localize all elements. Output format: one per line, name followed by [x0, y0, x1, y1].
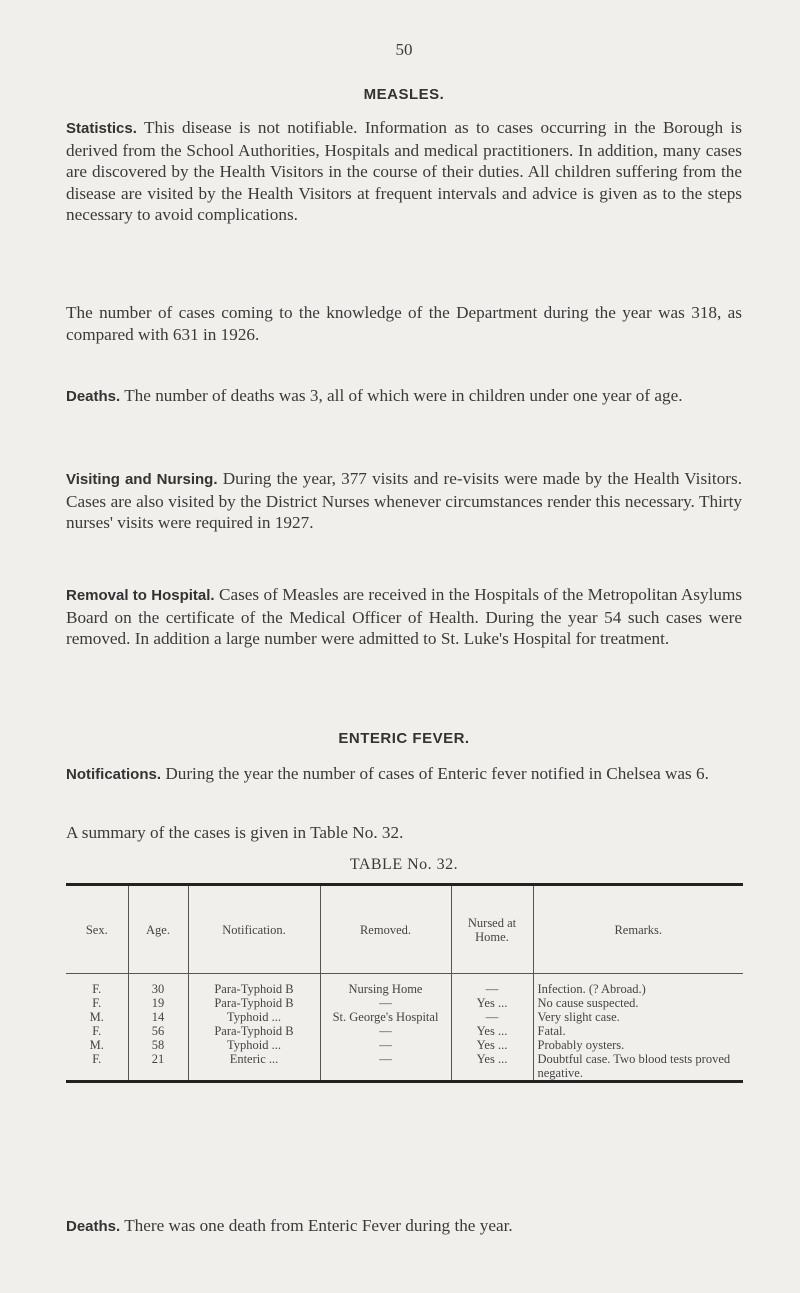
header-nursed-at-home: Nursed at Home.: [451, 885, 533, 974]
enteric-deaths-text: There was one death from Enteric Fever during the year.: [124, 1216, 513, 1235]
notifications-paragraph: [66, 763, 742, 786]
cell-removed: —: [320, 1052, 451, 1082]
visiting-paragraph: [66, 468, 742, 534]
table-row: [66, 1038, 743, 1052]
table-caption: TABLE No. 32.: [349, 856, 459, 873]
deaths-text: The number of deaths was 3, all of which were in children under one year of age.: [124, 386, 683, 405]
measles-heading: MEASLES.: [363, 86, 445, 103]
header-remarks: Remarks.: [533, 885, 743, 974]
statistics-text: This disease is not notifiable. Information as to cases occurring in the Borough is derived from the School Authorities, Hospitals and medical practitioners. In addition, many cases are discovered by the Health Visitors in the course of their duties. All children suffering from the disease are visited by the Health Visitors at frequent intervals and advice is given as to the steps necessary to avoid complications.: [66, 118, 742, 225]
cell-sex: F.: [92, 1052, 102, 1066]
cell-notification: Typhoid ...: [188, 1010, 320, 1024]
removal-lead: Removal to Hospital.: [66, 587, 215, 604]
header-notification: Notification.: [188, 885, 320, 974]
removal-paragraph: [66, 584, 742, 650]
cell-remarks: No cause suspected.: [533, 996, 743, 1010]
cell-age: 14: [128, 1010, 188, 1024]
cell-nursed: Yes ...: [451, 996, 533, 1010]
cell-sex: M.: [89, 1038, 104, 1052]
enteric-heading: ENTERIC FEVER.: [338, 730, 470, 747]
table-row: [66, 1052, 743, 1082]
cell-remarks: Fatal.: [533, 1024, 743, 1038]
cell-removed: Nursing Home: [320, 974, 451, 997]
cell-notification: Enteric ...: [188, 1052, 320, 1082]
header-sex: Sex.: [66, 885, 128, 974]
cell-age: 21: [128, 1052, 188, 1082]
cell-nursed: Yes ...: [451, 1052, 533, 1082]
cell-notification: Para-Typhoid B: [188, 974, 320, 997]
enteric-deaths-paragraph: [66, 1215, 742, 1238]
cell-nursed: —: [451, 1010, 533, 1024]
enteric-deaths-lead: Deaths.: [66, 1218, 121, 1235]
cell-notification: Para-Typhoid B: [188, 1024, 320, 1038]
cell-age: 19: [128, 996, 188, 1010]
cases-paragraph: The number of cases coming to the knowledge of the Department during the year was 318, as compared with 631 in 1926.: [66, 303, 742, 344]
removal-text: Cases of Measles are received in the Hospitals of the Metropolitan Asylums Board on the certificate of the Medical Officer of Health. During the year 54 such cases were removed. In addition a large number were admitted to St. Luke's Hospital for treatment.: [66, 585, 743, 649]
cell-removed: —: [320, 1038, 451, 1052]
table-row: [66, 1010, 743, 1024]
cell-removed: —: [320, 996, 451, 1010]
table-row: [66, 996, 743, 1010]
cell-nursed: Yes ...: [451, 1038, 533, 1052]
table-header-row: [66, 885, 743, 974]
cell-age: 56: [128, 1024, 188, 1038]
cell-remarks: Very slight case.: [533, 1010, 743, 1024]
cell-age: 30: [128, 974, 188, 997]
cell-nursed: —: [451, 974, 533, 997]
cell-remarks: Doubtful case. Two blood tests proved negative.: [533, 1052, 743, 1082]
statistics-lead: Statistics.: [66, 120, 137, 137]
header-age: Age.: [128, 885, 188, 974]
cell-removed: —: [320, 1024, 451, 1038]
statistics-paragraph: [66, 117, 742, 226]
cell-nursed: Yes ...: [451, 1024, 533, 1038]
deaths-lead: Deaths.: [66, 388, 121, 405]
cell-removed: St. George's Hospital: [320, 1010, 451, 1024]
cell-remarks: Infection. (? Abroad.): [533, 974, 743, 997]
enteric-table: [66, 883, 743, 1083]
cell-remarks: Probably oysters.: [533, 1038, 743, 1052]
cell-sex: F.: [92, 1024, 102, 1038]
notifications-text: During the year the number of cases of Enteric fever notified in Chelsea was 6.: [165, 764, 709, 783]
cell-notification: Para-Typhoid B: [188, 996, 320, 1010]
header-removed: Removed.: [320, 885, 451, 974]
page-number: 50: [395, 40, 413, 59]
table-row: [66, 974, 743, 997]
cell-sex: F.: [92, 996, 102, 1010]
summary-paragraph: A summary of the cases is given in Table No. 32.: [66, 823, 404, 842]
cell-notification: Typhoid ...: [188, 1038, 320, 1052]
cell-age: 58: [128, 1038, 188, 1052]
visiting-lead: Visiting and Nursing.: [66, 471, 218, 488]
notifications-lead: Notifications.: [66, 766, 162, 783]
deaths-paragraph: [66, 385, 742, 408]
visiting-text: During the year, 377 visits and re-visits were made by the Health Visitors. Cases are also visited by the District Nurses whenever circumstances render this necessary. Thirty nurses' visits were required in 1927.: [66, 469, 743, 533]
cell-sex: M.: [89, 1010, 104, 1024]
cell-sex: F.: [92, 982, 102, 996]
table-row: [66, 1024, 743, 1038]
